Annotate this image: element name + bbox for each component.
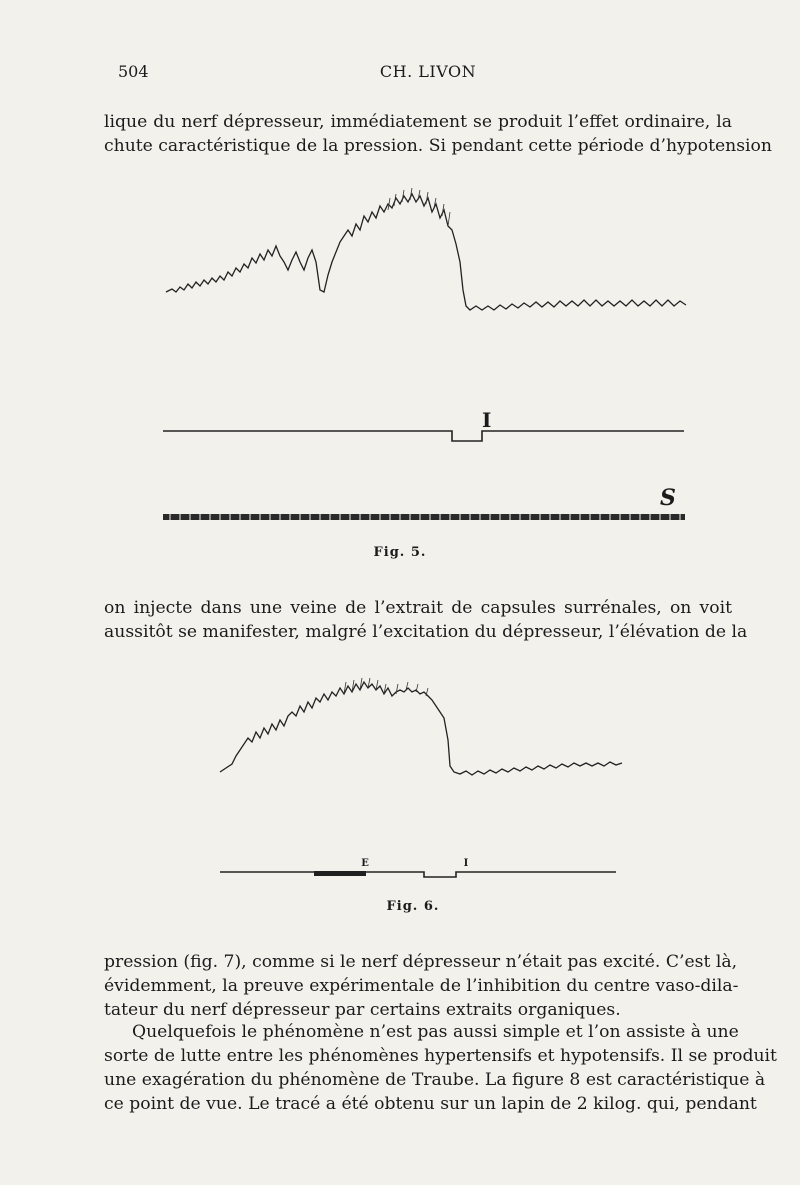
text-line: sorte de lutte entre les phénomènes hypertensifs et hypotensifs. Il se produit xyxy=(104,1046,777,1066)
paragraph-4 xyxy=(104,1020,777,1116)
fig6-caption: Fig. 6. xyxy=(386,899,440,914)
fig5-caption: Fig. 5. xyxy=(373,545,427,560)
fig6-pressure-curve xyxy=(220,682,622,775)
text-line: évidemment, la preuve expérimentale de l’inhibition du centre vaso-dila- xyxy=(104,976,739,996)
text-line: ce point de vue. Le tracé a été obtenu sur un lapin de 2 kilog. qui, pendant xyxy=(104,1094,757,1114)
fig5-marker-i: I xyxy=(482,408,492,432)
text-line: aussitôt se manifester, malgré l’excitation du dépresseur, l’élévation de la xyxy=(104,622,748,642)
fig6-oscillation-marks xyxy=(344,678,428,696)
paragraph-3 xyxy=(104,950,739,1022)
fig6-marker-i: I xyxy=(463,858,469,869)
text-line: Quelquefois le phénomène n’est pas aussi simple et l’on assiste à une xyxy=(132,1022,739,1042)
fig6-excitation-bar xyxy=(314,871,366,876)
text-line: une exagération du phénomène de Traube. La figure 8 est caractéristique à xyxy=(104,1070,766,1090)
running-title: CH. LIVON xyxy=(379,62,477,81)
text-line: chute caractéristique de la pression. Si pendant cette période d’hypotension xyxy=(104,136,772,156)
text-line: tateur du nerf dépresseur par certains extraits organiques. xyxy=(104,1000,621,1020)
text-line: lique du nerf dépresseur, immédiatement se produit l’effet ordinaire, la xyxy=(104,112,732,132)
page-number: 504 xyxy=(118,62,149,81)
text-line: pression (fig. 7), comme si le nerf dépresseur n’était pas excité. C’est là, xyxy=(104,952,738,972)
fig6-marker-e: E xyxy=(361,858,369,869)
fig6-signal-line xyxy=(220,872,616,877)
text-line: on injecte dans une veine de l’extrait de capsules surrénales, on voit xyxy=(104,598,732,618)
fig5-marker-s: S xyxy=(660,485,676,511)
